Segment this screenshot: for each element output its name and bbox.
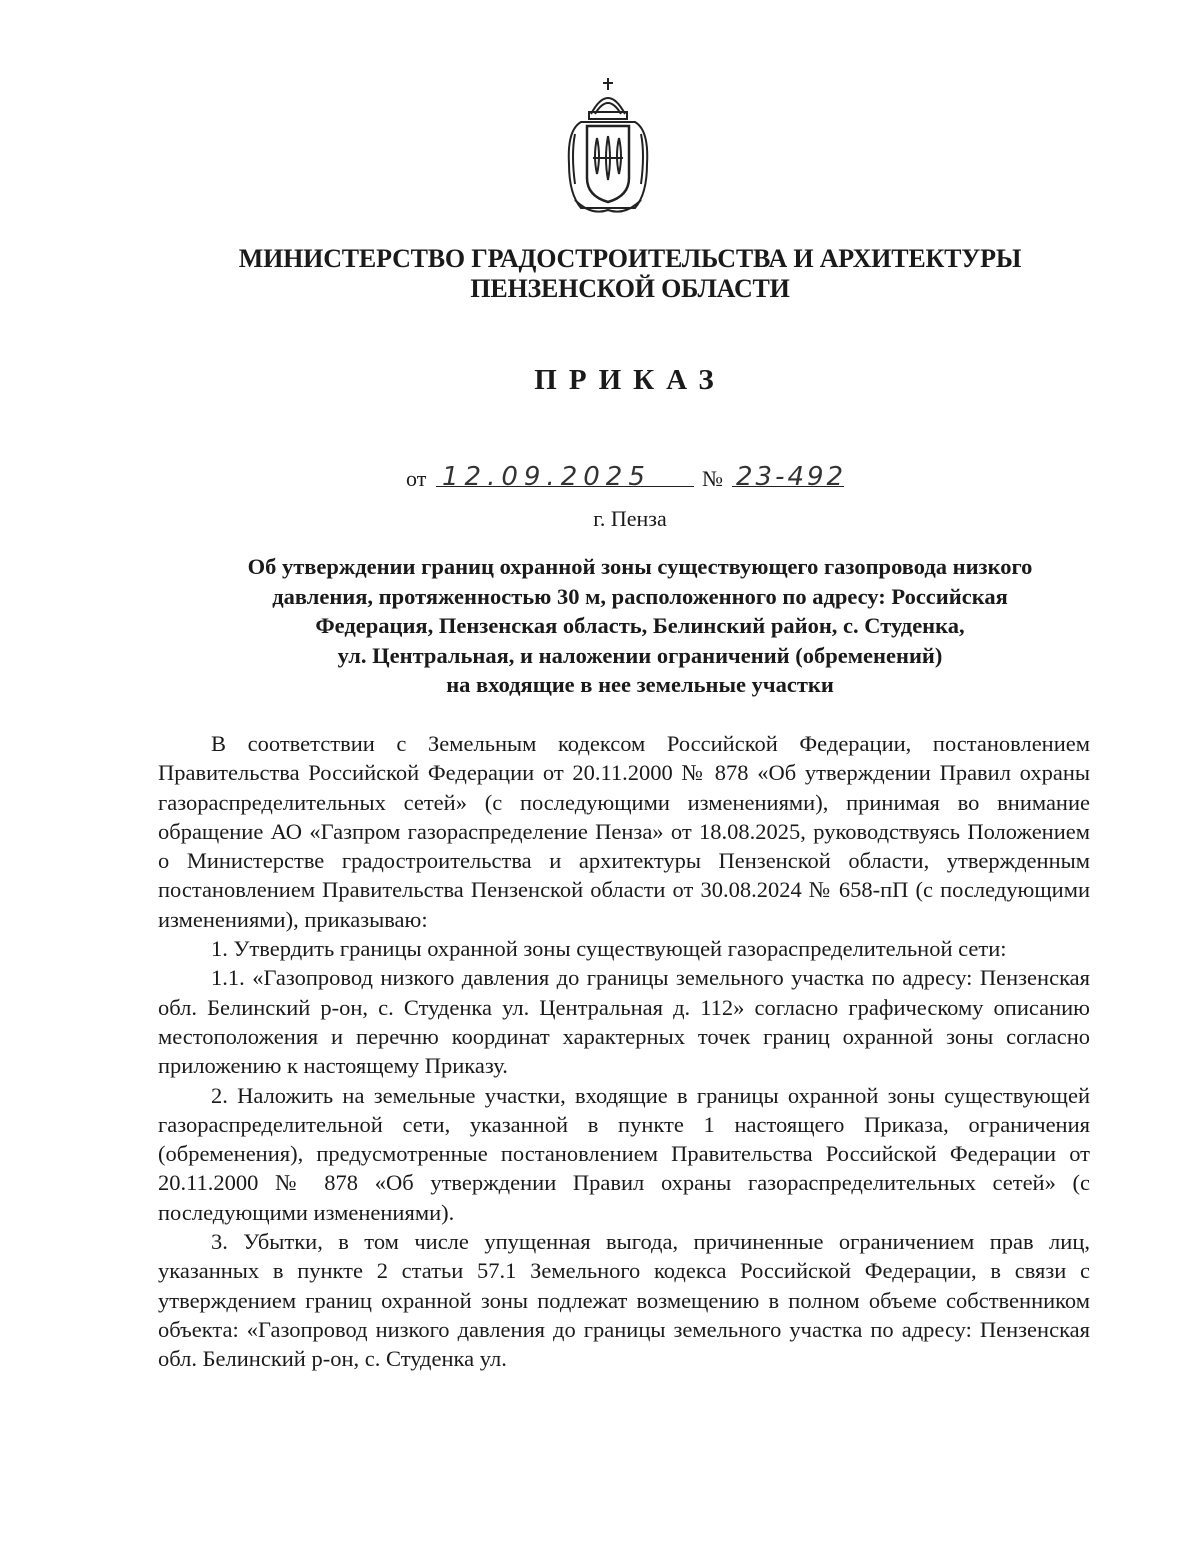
clause-1-1: 1.1. «Газопровод низкого давления до границы земельного участка по адресу: Пензенская обл. Белинский р-он, с. Студенка ул. Центральная д. 112» согласно графическому описанию местоположения и перечню координат характерных точек границ охранной зоны согласно приложению к настоящему Приказу. [158, 965, 1090, 1079]
coat-of-arms-icon [561, 74, 655, 222]
order-body [158, 729, 1090, 1374]
clause-2: 2. Наложить на земельные участки, входящие в границы охранной зоны существующей газораспределительной сети, указанной в пункте 1 настоящего Приказа, ограничения (обременения), предусмотренные постановлением Правительства Российской Федерации от 20.11.2000 № 878 «Об утверждении Правил охраны газораспределительных сетей» (с последующими изменениями). [158, 1082, 1090, 1225]
ministry-line-2: ПЕНЗЕНСКОЙ ОБЛАСТИ [470, 274, 790, 303]
clause-3: 3. Убытки, в том числе упущенная выгода, причиненные ограничением прав лиц, указанных в пункте 2 статьи 57.1 Земельного кодекса Российской Федерации, в связи с утверждением границ охранной зоны подлежат возмещению в полном объеме собственником объекта: «Газопровод низкого давления до границы земельного участка по адресу: Пензенская обл. Белинский р-он, с. Студенка ул. [158, 1229, 1090, 1372]
city-line: г. Пенза [593, 506, 667, 531]
title-line: на входящие в нее земельные участки [446, 672, 834, 697]
title-line: Об утверждении границ охранной зоны существующего газопровода низкого [247, 554, 1033, 579]
date-from-label: от [406, 466, 427, 491]
date-number-line [406, 460, 866, 496]
title-line: Федерация, Пензенская область, Белинский район, с. Студенка, [315, 613, 965, 638]
handwritten-number: 23-492 [736, 462, 847, 492]
order-title [140, 552, 1140, 700]
title-line: давления, протяженностью 30 м, расположенного по адресу: Российская [272, 583, 1008, 609]
title-line: ул. Центральная, и наложении ограничений (обременений) [337, 642, 943, 668]
ministry-name [0, 244, 1200, 304]
clause-1: 1. Утвердить границы охранной зоны существующей газораспределительной сети: [211, 936, 1007, 962]
ministry-line-1: МИНИСТЕРСТВО ГРАДОСТРОИТЕЛЬСТВА И АРХИТЕКТУРЫ [238, 244, 1022, 273]
handwritten-date: 12.09.2025 [442, 462, 651, 492]
number-label: № [702, 466, 723, 491]
preamble-paragraph: В соответствии с Земельным кодексом Российской Федерации, постановлением Правительства Российской Федерации от 20.11.2000 № 878 «Об утверждении Правил охраны газораспределительных сетей» (с последующими изменениями), принимая во внимание обращение АО «Газпром газораспределение Пенза» от 18.08.2025, руководствуясь Положением о Министерстве градостроительства и архитектуры Пензенской области, утвержденным постановлением Правительства Пензенской области от 30.08.2024 № 658-пП (с последующими изменениями), приказываю: [158, 731, 1090, 932]
document-type-heading: ПРИКАЗ [534, 364, 726, 396]
